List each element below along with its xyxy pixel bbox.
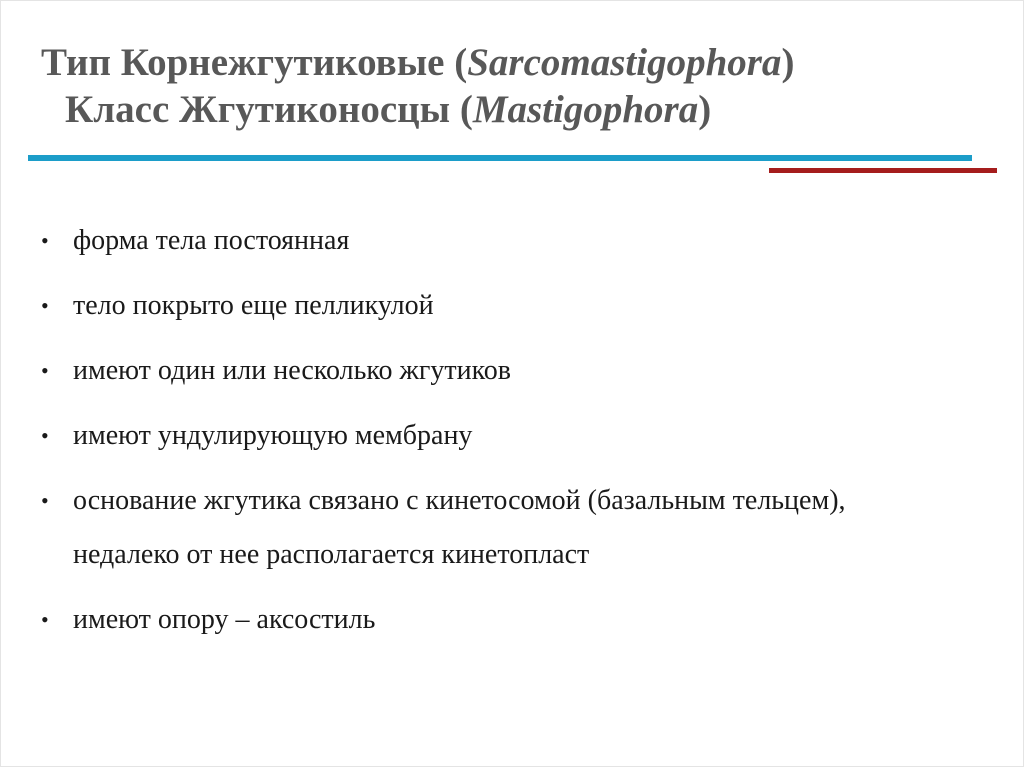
title-line-class: Класс Жгутиконосцы (Mastigophora)	[65, 88, 712, 131]
bullet-item: • форма тела постоянная	[39, 214, 939, 268]
bullet-icon: •	[41, 293, 49, 318]
bullet-icon: •	[41, 228, 49, 253]
title-divider-blue	[28, 155, 972, 161]
bullet-item: • имеют один или несколько жгутиков	[39, 344, 939, 398]
title-latin-type: Sarcomastigophora	[467, 41, 782, 84]
slide-title	[41, 39, 794, 133]
bullet-item: • имеют ундулирующую мембрану	[39, 409, 939, 463]
bullet-icon: •	[41, 423, 49, 448]
title-divider-red	[769, 168, 997, 173]
bullet-item: • тело покрыто еще пелликулой	[39, 279, 939, 333]
bullet-list	[39, 214, 939, 658]
bullet-item: • основание жгутика связано с кинетосомой (базальным тельцем), недалеко от нее располагается кинетопласт	[39, 474, 939, 582]
bullet-icon: •	[41, 607, 49, 632]
title-line-type: Тип Корнежгутиковые (Sarcomastigophora)	[41, 41, 795, 84]
bullet-icon: •	[41, 488, 49, 513]
bullet-item: • имеют опору – аксостиль	[39, 593, 939, 647]
title-latin-class: Mastigophora	[472, 88, 699, 131]
bullet-icon: •	[41, 358, 49, 383]
